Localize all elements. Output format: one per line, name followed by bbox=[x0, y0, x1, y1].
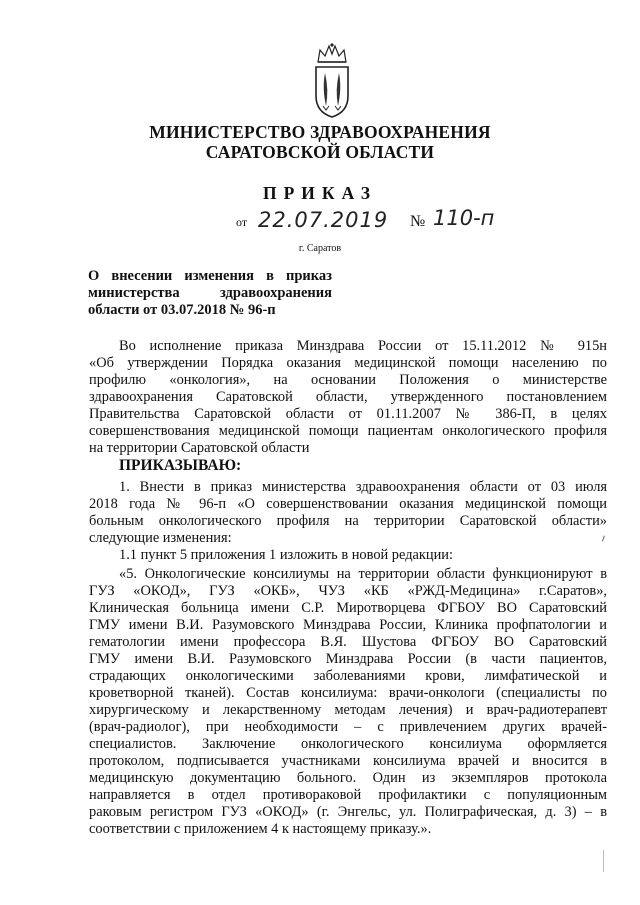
text-line: страдающих онкологическими заболеваниями крови, лимфатической и bbox=[89, 668, 607, 684]
text-line: Во исполнение приказа Минздрава России от 15.11.2012 № 915н bbox=[119, 338, 607, 354]
text-line: направляется в отдел противораковой профилактики с популяционным bbox=[89, 787, 607, 803]
text-line: здравоохранения Саратовской области, утвержденного постановлением bbox=[89, 389, 607, 405]
command-block bbox=[89, 457, 607, 474]
city-label: г. Саратов bbox=[298, 243, 342, 254]
text-line: ГМУ имени В.И. Разумовского Минздрава России, Клиника профпатологии и bbox=[89, 617, 607, 633]
text-line: профилю «онкология», на основании Положения о министерстве bbox=[89, 372, 607, 388]
handwritten-date: 22.07.2019 bbox=[258, 208, 389, 232]
text-line: ГМУ имени В.И. Разумовского Минздрава России (в части пациентов, bbox=[89, 651, 607, 667]
text-line: следующие изменения: bbox=[89, 530, 232, 546]
text-line: гематологии имени профессора В.Я. Шустова ФГБОУ ВО Саратовский bbox=[89, 634, 607, 650]
command-heading: ПРИКАЗЫВАЮ: bbox=[119, 457, 242, 474]
text-line: соответствии с приложением 4 к настоящему приказу.». bbox=[89, 821, 432, 837]
subject-line: области от 03.07.2018 № 96-п bbox=[88, 302, 276, 318]
number-prefix: № bbox=[410, 213, 426, 230]
text-line: больным онкологического профиля на территории Саратовской области» bbox=[89, 513, 607, 529]
item-5-paragraph bbox=[89, 566, 607, 838]
text-line: медицинскую документацию больного. Один из экземпляров протокола bbox=[89, 770, 607, 786]
text-line: раковым регистром ГУЗ «ОКОД» (г. Энгельс, ул. Полиграфическая, д. 3) – в bbox=[89, 804, 607, 820]
order-subject bbox=[88, 268, 332, 319]
text-line: (врач-радиолог), при необходимости – с привлечением других врачей- bbox=[89, 719, 607, 735]
text-line: специалистов. Заключение онкологического консилиума оформляется bbox=[89, 736, 607, 752]
order-title: ПРИКАЗ bbox=[262, 183, 378, 203]
coat-of-arms-emblem bbox=[310, 40, 354, 120]
text-line: Правительства Саратовской области от 01.11.2007 № 386-П, в целях bbox=[89, 406, 607, 422]
text-line: совершенствования медицинской помощи пациентам онкологического профиля bbox=[89, 423, 607, 439]
text-line: Клиническая больница имени С.Р. Миротворцева ФГБОУ ВО Саратовский bbox=[89, 600, 607, 616]
text-line: 1.1 пункт 5 приложения 1 изложить в новой редакции: bbox=[119, 547, 454, 563]
subject-line: О внесении изменения в приказ bbox=[88, 268, 332, 284]
text-line: ГУЗ «ОКОД», ГУЗ «ОКБ», ЧУЗ «КБ «РЖД-Медицина» г.Саратов», bbox=[89, 583, 607, 599]
scan-mark bbox=[603, 850, 604, 872]
preamble-paragraph bbox=[89, 338, 607, 457]
text-line: 2018 года № 96-п «О совершенствовании оказания медицинской помощи bbox=[89, 496, 607, 512]
text-line: на территории Саратовской области bbox=[89, 440, 310, 456]
item-1-paragraph bbox=[89, 479, 607, 547]
subject-line: министерства здравоохранения bbox=[88, 285, 332, 301]
text-line: 1. Внести в приказ министерства здравоохранения области от 03 июля bbox=[119, 479, 607, 495]
ministry-name-line2: САРАТОВСКОЙ ОБЛАСТИ bbox=[205, 142, 435, 162]
text-line: протоколом, подписывается участниками консилиума врачей и вносится в bbox=[89, 753, 607, 769]
ministry-name-line1: МИНИСТЕРСТВО ЗДРАВООХРАНЕНИЯ bbox=[149, 122, 491, 142]
handwritten-order-number: 110-п bbox=[433, 206, 495, 230]
text-line: кроветворной тканей). Состав консилиума: врачи-онкологи (специалисты по bbox=[89, 685, 607, 701]
item-1-1-paragraph bbox=[89, 547, 607, 564]
text-line: «5. Онкологические консилиумы на территории области функционируют в bbox=[119, 566, 607, 582]
text-line: «Об утверждении Порядка оказания медицинской помощи населению по bbox=[89, 355, 607, 371]
text-line: хирургическому и лекарственному методам лечения) и врач-радиотерапевт bbox=[89, 702, 607, 718]
date-prefix: от bbox=[236, 215, 248, 229]
